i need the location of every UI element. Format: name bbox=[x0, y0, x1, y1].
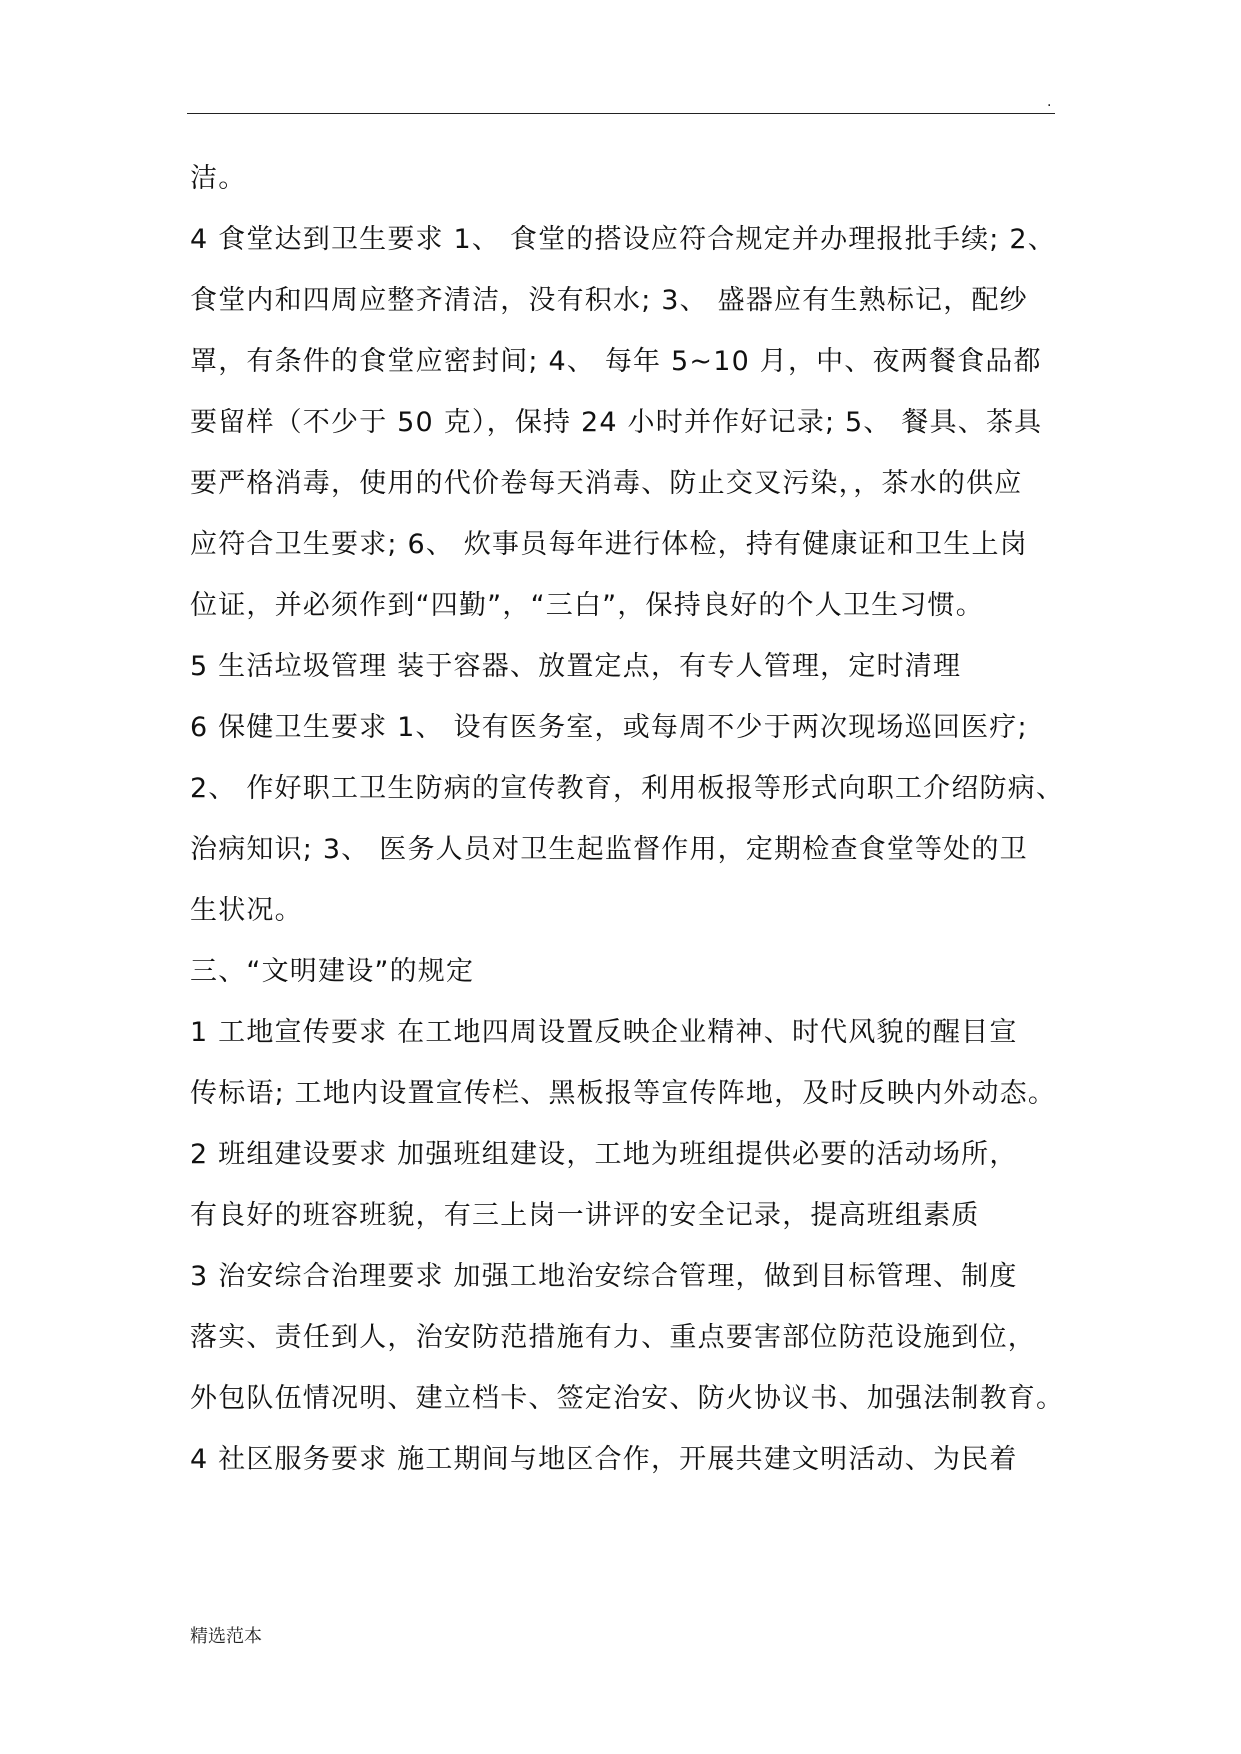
text-line: 食堂内和四周应整齐清洁，没有积水; 3、 盛器应有生熟标记，配纱 bbox=[190, 285, 1028, 316]
footer-label: 精选范本 bbox=[190, 1626, 262, 1647]
section-heading: 三、“文明建设”的规定 bbox=[190, 956, 475, 987]
text-line: 3 治安综合治理要求 加强工地治安综合管理，做到目标管理、制度 bbox=[190, 1261, 1018, 1292]
text-line: 应符合卫生要求; 6、 炊事员每年进行体检，持有健康证和卫生上岗 bbox=[190, 529, 1028, 560]
text-line: 有良好的班容班貌，有三上岗一讲评的安全记录，提高班组素质 bbox=[190, 1200, 980, 1231]
text-line: 2、 作好职工卫生防病的宣传教育，利用板报等形式向职工介绍防病、 bbox=[190, 773, 1065, 804]
header-rule bbox=[187, 113, 1055, 114]
text-line: 落实、责任到人，治安防范措施有力、重点要害部位防范设施到位， bbox=[190, 1322, 1036, 1353]
text-line: 4 食堂达到卫生要求 1、 食堂的搭设应符合规定并办理报批手续; 2、 bbox=[190, 224, 1056, 255]
header-mark: . bbox=[1047, 94, 1052, 110]
text-line: 6 保健卫生要求 1、 设有医务室，或每周不少于两次现场巡回医疗; bbox=[190, 712, 1028, 743]
text-line: 生状况。 bbox=[190, 895, 303, 926]
text-line: 洁。 bbox=[190, 163, 247, 194]
text-line: 要留样（不少于 50 克），保持 24 小时并作好记录; 5、 餐具、茶具 bbox=[190, 407, 1043, 438]
document-body bbox=[190, 160, 1070, 1502]
text-line: 2 班组建设要求 加强班组建设，工地为班组提供必要的活动场所， bbox=[190, 1139, 1018, 1170]
text-line: 外包队伍情况明、建立档卡、签定治安、防火协议书、加强法制教育。 bbox=[190, 1383, 1065, 1414]
text-line: 治病知识; 3、 医务人员对卫生起监督作用，定期检查食堂等处的卫 bbox=[190, 834, 1028, 865]
text-line: 4 社区服务要求 施工期间与地区合作，开展共建文明活动、为民着 bbox=[190, 1444, 1018, 1475]
text-line: 传标语; 工地内设置宣传栏、黑板报等宣传阵地，及时反映内外动态。 bbox=[190, 1078, 1057, 1109]
text-line: 1 工地宣传要求 在工地四周设置反映企业精神、时代风貌的醒目宣 bbox=[190, 1017, 1018, 1048]
text-line: 位证，并必须作到“四勤”，“三白”，保持良好的个人卫生习惯。 bbox=[190, 590, 984, 621]
text-line: 要严格消毒，使用的代价卷每天消毒、防止交叉污染，，茶水的供应 bbox=[190, 468, 1023, 499]
text-line: 5 生活垃圾管理 装于容器、放置定点，有专人管理，定时清理 bbox=[190, 651, 962, 682]
text-line: 罩，有条件的食堂应密封间; 4、 每年 5~10 月，中、夜两餐食品都 bbox=[190, 346, 1042, 377]
